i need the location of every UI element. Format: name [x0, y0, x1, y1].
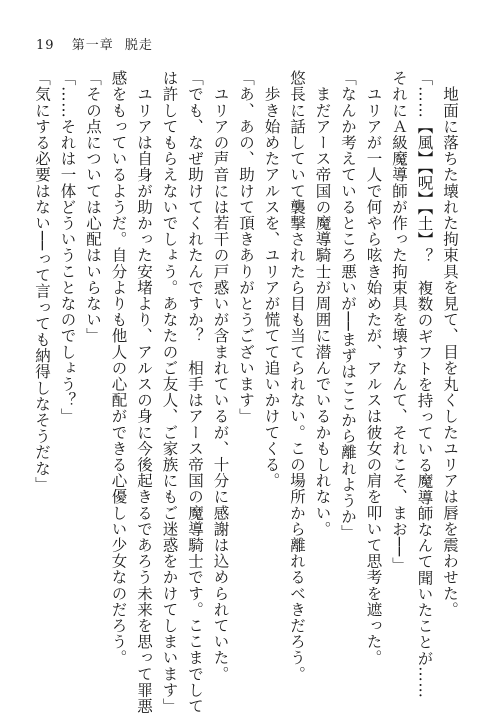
running-header [36, 34, 153, 53]
text-line: ユリアの声音には若干の戸惑いが含まれているが、十分に感謝は込められていた。 [211, 70, 230, 682]
text-line: 地面に落ちた壊れた拘束具を見て、目を丸くしたユリアは唇を震わせた。 [441, 70, 459, 618]
vertical-text-block [32, 70, 462, 714]
text-line: ユリアが一人で何やら呟き始めたが、アルスは彼女の肩を叩いて思考を遮った。 [364, 70, 383, 666]
text-line: ユリアは自身が助かった安堵より、アルスの身に今後起きるであろう未来を思って罪悪 [135, 70, 153, 714]
text-line: 感をもっているようだ。自分よりも他人の心配ができる心優しい少女なのだろう。 [109, 70, 128, 666]
page-number: 19 [36, 38, 55, 53]
text-line: まだアース帝国の魔導騎士が周囲に潜んでいるかもしれない。 [313, 70, 332, 537]
text-line: 歩き始めたアルスを、ユリアが慌てて追いかけてくる。 [262, 70, 281, 489]
text-line: 「なんか考えているところ悪いが──まずはここから離れようか」 [339, 70, 357, 541]
chapter-title: 脱走 [124, 38, 153, 53]
chapter-label: 第一章 [71, 38, 114, 53]
text-line: 「その点については心配はいらない」 [84, 70, 102, 344]
text-line: は許してもらえないでしょう。あなたのご友人、ご家族にもご迷惑をかけてしまいます」 [160, 70, 179, 714]
text-line: 「……それは一体どういうことなのでしょう？」 [58, 70, 77, 425]
text-line: 「あ、あの、助けて頂きありがとうございます」 [237, 70, 255, 425]
text-line: 悠長に話していて襲撃されたら目も当てられない。この場所から離れるべきだろう。 [288, 70, 306, 682]
text-line: 「……【風】【呪】【土】？ 複数のギフトを持っている魔導師なんて聞いたことが…… [415, 70, 434, 699]
text-line: 「でも、なぜ助けてくれたんですか？ 相手はアース帝国の魔導騎士です。ここまでして [186, 70, 204, 714]
text-line: 「気にする必要はない──って言っても納得しなそうだな」 [33, 70, 51, 493]
text-line: それにＡ級魔導師が作った拘束具を壊すなんて、それこそ、まお──」 [390, 70, 408, 573]
